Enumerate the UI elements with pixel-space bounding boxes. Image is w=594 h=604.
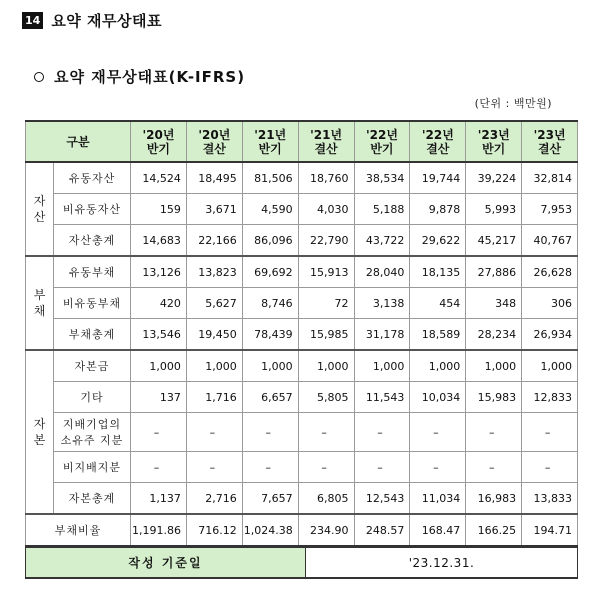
row-label: 자산총계	[54, 225, 131, 257]
cell: 306	[522, 288, 578, 319]
cell: 1,000	[410, 350, 466, 382]
cell: –	[242, 413, 298, 452]
cell: –	[354, 452, 410, 483]
cell: 194.71	[522, 514, 578, 546]
section-heading	[22, 10, 162, 31]
cell: 1,000	[242, 350, 298, 382]
cell: 7,657	[242, 483, 298, 515]
reference-date-table	[25, 546, 578, 579]
cell: 1,000	[466, 350, 522, 382]
cell: 166.25	[466, 514, 522, 546]
cell: 15,985	[298, 319, 354, 351]
cell: 31,178	[354, 319, 410, 351]
cell: 234.90	[298, 514, 354, 546]
cell: 10,034	[410, 382, 466, 413]
cell: 5,805	[298, 382, 354, 413]
cell: 19,450	[186, 319, 242, 351]
cell: 22,790	[298, 225, 354, 257]
row-label: 유동자산	[54, 162, 131, 194]
cell: –	[466, 413, 522, 452]
table-row	[26, 194, 578, 225]
cell: 13,126	[131, 256, 187, 288]
cell: 18,135	[410, 256, 466, 288]
cell: 39,224	[466, 162, 522, 194]
cell: 248.57	[354, 514, 410, 546]
cell: 26,628	[522, 256, 578, 288]
cell: –	[186, 413, 242, 452]
header-period: '20년 반기	[131, 121, 187, 162]
cell: 45,217	[466, 225, 522, 257]
cell: 18,760	[298, 162, 354, 194]
cell: 26,934	[522, 319, 578, 351]
cell: 16,983	[466, 483, 522, 515]
row-label: 지배기업의 소유주 지분	[54, 413, 131, 452]
cell: 18,589	[410, 319, 466, 351]
section-number: 14	[22, 12, 43, 29]
table-row	[26, 452, 578, 483]
cell: 13,546	[131, 319, 187, 351]
table-row	[26, 162, 578, 194]
table-row	[26, 350, 578, 382]
header-period: '20년 결산	[186, 121, 242, 162]
cell: –	[522, 413, 578, 452]
cell: 1,000	[298, 350, 354, 382]
cell: 38,534	[354, 162, 410, 194]
cell: 1,000	[186, 350, 242, 382]
table-row	[26, 382, 578, 413]
cell: 454	[410, 288, 466, 319]
cell: 27,886	[466, 256, 522, 288]
cell: 137	[131, 382, 187, 413]
group-liabilities: 부 채	[26, 256, 54, 350]
header-period: '21년 반기	[242, 121, 298, 162]
row-label: 비유동자산	[54, 194, 131, 225]
cell: –	[298, 413, 354, 452]
row-label: 부채총계	[54, 319, 131, 351]
cell: 15,913	[298, 256, 354, 288]
cell: 4,590	[242, 194, 298, 225]
cell: 2,716	[186, 483, 242, 515]
cell: 5,627	[186, 288, 242, 319]
cell: 13,833	[522, 483, 578, 515]
cell: 1,000	[131, 350, 187, 382]
subtitle	[34, 66, 245, 87]
cell: –	[410, 452, 466, 483]
cell: 420	[131, 288, 187, 319]
cell: 29,622	[410, 225, 466, 257]
header-row	[26, 121, 578, 162]
cell: 15,983	[466, 382, 522, 413]
cell: 6,805	[298, 483, 354, 515]
cell: 81,506	[242, 162, 298, 194]
header-period: '23년 반기	[466, 121, 522, 162]
row-label: 유동부채	[54, 256, 131, 288]
subtitle-text: 요약 재무상태표(K-IFRS)	[54, 68, 246, 86]
balance-sheet-table	[25, 120, 578, 547]
cell: 11,543	[354, 382, 410, 413]
reference-date-label: 작성 기준일	[26, 547, 306, 578]
cell: 1,191.86	[131, 514, 187, 546]
row-label: 자본총계	[54, 483, 131, 515]
cell: 168.47	[410, 514, 466, 546]
header-period: '23년 결산	[522, 121, 578, 162]
row-label: 부채비율	[26, 514, 131, 546]
cell: –	[354, 413, 410, 452]
table-row	[26, 319, 578, 351]
table-row	[26, 413, 578, 452]
cell: 12,833	[522, 382, 578, 413]
cell: –	[466, 452, 522, 483]
cell: 1,000	[522, 350, 578, 382]
cell: 22,166	[186, 225, 242, 257]
cell: 1,000	[354, 350, 410, 382]
cell: 9,878	[410, 194, 466, 225]
cell: 14,524	[131, 162, 187, 194]
row-label: 비유동부채	[54, 288, 131, 319]
table-row	[26, 256, 578, 288]
cell: 19,744	[410, 162, 466, 194]
table-row	[26, 288, 578, 319]
header-period: '21년 결산	[298, 121, 354, 162]
cell: 69,692	[242, 256, 298, 288]
cell: 6,657	[242, 382, 298, 413]
cell: –	[522, 452, 578, 483]
cell: –	[298, 452, 354, 483]
table-row	[26, 514, 578, 546]
cell: 5,188	[354, 194, 410, 225]
cell: 5,993	[466, 194, 522, 225]
row-label: 자본금	[54, 350, 131, 382]
cell: 13,823	[186, 256, 242, 288]
unit-note: (단위 : 백만원)	[474, 97, 552, 110]
cell: 28,234	[466, 319, 522, 351]
header-period: '22년 반기	[354, 121, 410, 162]
cell: 32,814	[522, 162, 578, 194]
cell: 7,953	[522, 194, 578, 225]
row-label: 기타	[54, 382, 131, 413]
cell: 1,024.38	[242, 514, 298, 546]
reference-date-value: '23.12.31.	[306, 547, 578, 578]
header-period: '22년 결산	[410, 121, 466, 162]
cell: –	[242, 452, 298, 483]
cell: 716.12	[186, 514, 242, 546]
cell: 159	[131, 194, 187, 225]
cell: 11,034	[410, 483, 466, 515]
cell: 4,030	[298, 194, 354, 225]
group-equity: 자 본	[26, 350, 54, 514]
cell: –	[131, 452, 187, 483]
cell: 86,096	[242, 225, 298, 257]
section-title: 요약 재무상태표	[51, 12, 162, 30]
group-assets: 자 산	[26, 162, 54, 256]
header-category: 구분	[26, 121, 131, 162]
cell: 14,683	[131, 225, 187, 257]
cell: 3,138	[354, 288, 410, 319]
table-row	[26, 225, 578, 257]
cell: 3,671	[186, 194, 242, 225]
cell: 1,716	[186, 382, 242, 413]
cell: 12,543	[354, 483, 410, 515]
circle-bullet-icon	[34, 72, 44, 82]
cell: –	[410, 413, 466, 452]
cell: –	[186, 452, 242, 483]
cell: 1,137	[131, 483, 187, 515]
table-row	[26, 483, 578, 515]
cell: 72	[298, 288, 354, 319]
cell: 78,439	[242, 319, 298, 351]
cell: –	[131, 413, 187, 452]
cell: 43,722	[354, 225, 410, 257]
cell: 18,495	[186, 162, 242, 194]
cell: 40,767	[522, 225, 578, 257]
row-label: 비지배지분	[54, 452, 131, 483]
cell: 8,746	[242, 288, 298, 319]
cell: 28,040	[354, 256, 410, 288]
table-row	[26, 547, 578, 578]
cell: 348	[466, 288, 522, 319]
